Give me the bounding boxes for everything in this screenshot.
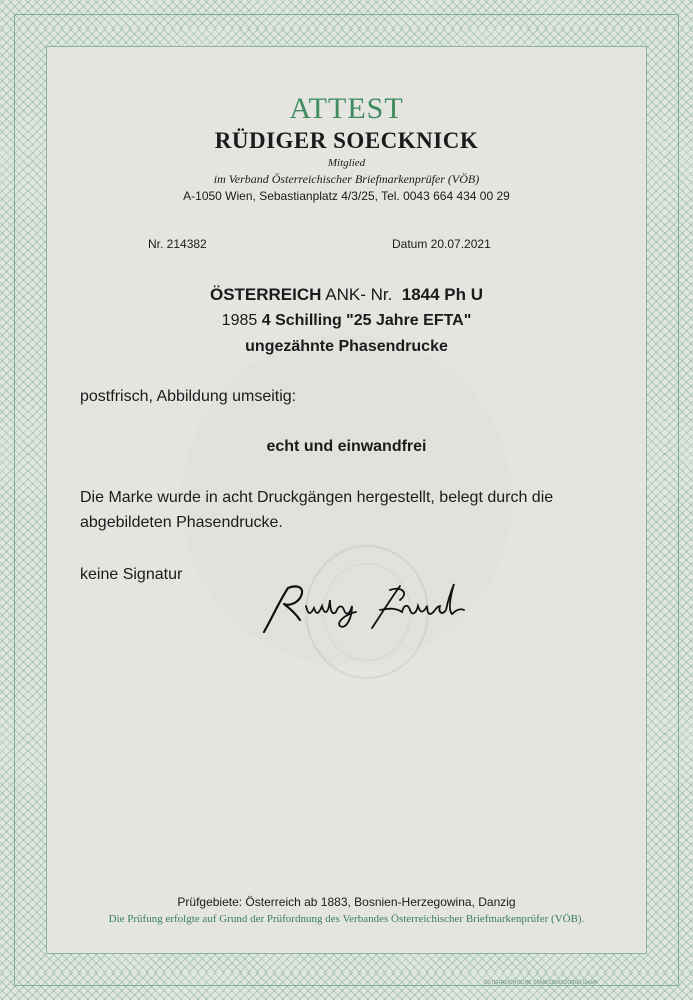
certificate-number: Nr. 214382	[148, 237, 207, 251]
membership-label: Mitglied	[327, 157, 366, 169]
association-name: im Verband Österreichischer Briefmarkenprüfer (VÖB)	[213, 172, 480, 186]
examination-areas: Prüfgebiete: Österreich ab 1883, Bosnien-Herzegowina, Danzig	[177, 895, 516, 909]
stamp-variant: ungezähnte Phasendrucke	[245, 338, 448, 355]
printer-imprint: ÖSTERREICHISCHE STAATSDRUCKEREI GmbH	[483, 980, 597, 986]
stamp-description: 4 Schilling "25 Jahre EFTA"	[261, 312, 472, 329]
stamp-identification	[0, 285, 693, 305]
stamp-issue	[0, 312, 693, 330]
stamp-country: ÖSTERREICH	[209, 285, 322, 304]
description-line-1: Die Marke wurde in acht Druckgängen hergestellt, belegt durch die	[80, 489, 554, 506]
certificate-title: ATTEST	[289, 92, 404, 125]
verdict-text: echt und einwandfrei	[266, 438, 427, 455]
certificate-date: Datum 20.07.2021	[392, 237, 491, 251]
stamp-year: 1985	[221, 312, 258, 329]
catalog-number: 1844 Ph U	[401, 285, 484, 304]
legal-notice: Die Prüfung erfolgte auf Grund der Prüfordnung des Verbandes Österreichischer Briefmarkenprüfer (VÖB).	[108, 913, 585, 925]
examiner-name: RÜDIGER SOECKNICK	[214, 128, 479, 153]
description-line-2: abgebildeten Phasendrucke.	[80, 514, 283, 531]
handwritten-signature	[250, 570, 480, 640]
signature-note: keine Signatur	[80, 566, 183, 583]
examiner-address: A-1050 Wien, Sebastianplatz 4/3/25, Tel. 0043 664 434 00 29	[183, 189, 510, 203]
catalog-label: ANK- Nr.	[325, 285, 393, 304]
condition-text: postfrisch, Abbildung umseitig:	[80, 388, 297, 405]
